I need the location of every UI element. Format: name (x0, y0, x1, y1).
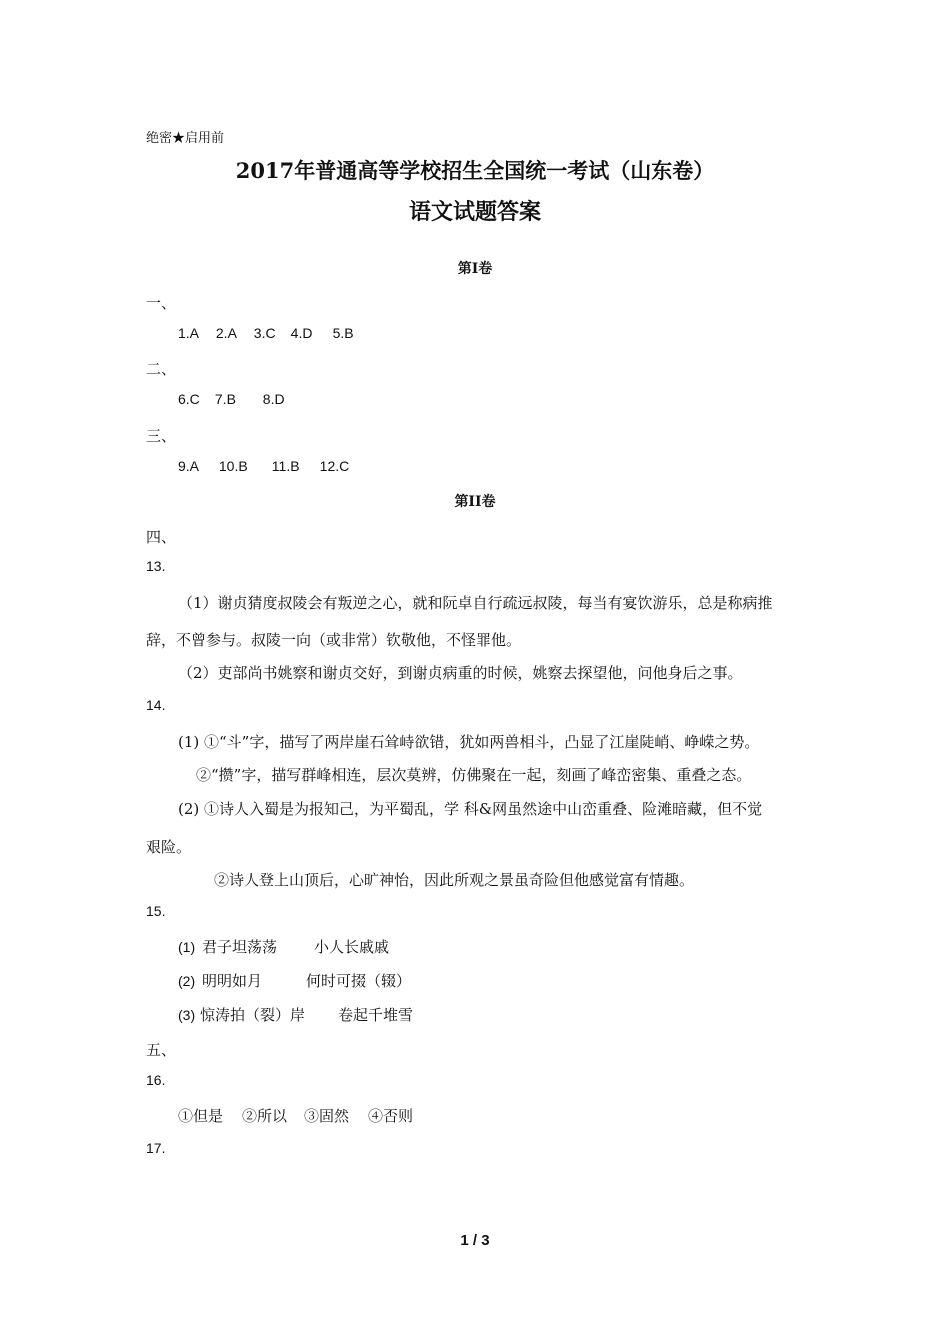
question-16-label: 16. (146, 1072, 166, 1088)
answer: 5.B (332, 325, 354, 341)
answer: 10.B (218, 458, 248, 474)
answer: 4.D (290, 325, 313, 341)
question-15-label: 15. (146, 903, 166, 919)
q15-item-1 (178, 936, 389, 957)
exam-title: 2017年普通高等学校招生全国统一考试（山东卷） (235, 158, 715, 183)
q15-item-b: 卷起千堆雪 (338, 1006, 414, 1024)
section3-label: 三、 (146, 427, 177, 445)
q15-item-a: 惊涛拍（裂）岸 (200, 1006, 306, 1024)
answer: 2.A (215, 325, 237, 341)
section4-label: 四、 (146, 528, 177, 546)
q16-answers (178, 1105, 413, 1126)
q15-item-number: (2) (178, 973, 196, 989)
q13-answer-2: （2）吏部尚书姚察和谢贞交好，到谢贞病重的时候，姚察去探望他，问他身后之事。 (178, 664, 743, 682)
q15-item-b: 小人长戚戚 (314, 938, 390, 956)
q16-answer: ②所以 (242, 1107, 288, 1125)
q16-answer: ④否则 (368, 1107, 414, 1125)
question-14-label: 14. (146, 697, 166, 713)
section3-answers (178, 458, 349, 474)
q14-answer-2-line3: ②诗人登上山顶后，心旷神怡，因此所观之景虽奇险但他感觉富有情趣。 (214, 871, 695, 889)
answer: 1.A (178, 325, 200, 341)
q15-item-a: 明明如月 (202, 972, 263, 990)
q15-item-a: 君子坦荡荡 (202, 938, 278, 956)
q15-item-2 (178, 970, 411, 991)
section5-label: 五、 (146, 1041, 177, 1059)
question-13-label: 13. (146, 558, 166, 574)
answer: 11.B (271, 458, 300, 474)
q14-answer-1-line1: (1) ①“斗”字，描写了两岸崖石耸峙欲错，犹如两兽相斗，凸显了江崖陡峭、峥嵘之势。 (178, 733, 760, 751)
section2-label: 二、 (146, 360, 177, 378)
q15-item-b: 何时可掇（辍） (306, 972, 412, 990)
page-number: 1 / 3 (460, 1232, 490, 1249)
volume1-heading: 第I卷 (457, 261, 493, 277)
q15-item-number: (1) (178, 939, 196, 955)
q15-item-number: (3) (178, 1007, 196, 1023)
q13-answer-1-line1: （1）谢贞猜度叔陵会有叛逆之心，就和阮卓自行疏远叔陵，每当有宴饮游乐，总是称病推 (178, 594, 773, 612)
answer: 8.D (262, 391, 285, 407)
q16-answer: ③固然 (304, 1107, 350, 1125)
q16-answer: ①但是 (178, 1107, 224, 1125)
q14-answer-1-line2: ②“攒”字，描写群峰相连，层次莫辨，仿佛聚在一起，刻画了峰峦密集、重叠之态。 (196, 766, 752, 784)
answer: 3.C (253, 325, 276, 341)
q14-answer-2-line2: 艰险。 (146, 838, 192, 856)
section2-answers (178, 391, 285, 407)
section1-label: 一、 (146, 294, 177, 312)
answer: 12.C (319, 458, 350, 474)
section1-answers (178, 325, 354, 341)
q13-answer-1-line2: 辞，不曾参与。叔陵一向（或非常）钦敬他，不怪罪他。 (146, 631, 522, 649)
q15-item-3 (178, 1004, 413, 1025)
confidential-mark: 绝密★启用前 (146, 131, 225, 146)
exam-subtitle: 语文试题答案 (408, 199, 541, 225)
question-17-label: 17. (146, 1140, 166, 1156)
answer: 9.A (178, 458, 200, 474)
q14-answer-2-line1: (2) ①诗人入蜀是为报知己，为平蜀乱，学 科&网虽然途中山峦重叠、险滩暗藏，但不觉 (178, 800, 763, 818)
answer: 7.B (214, 391, 236, 407)
answer: 6.C (178, 391, 200, 407)
volume2-heading: 第II卷 (454, 494, 496, 510)
